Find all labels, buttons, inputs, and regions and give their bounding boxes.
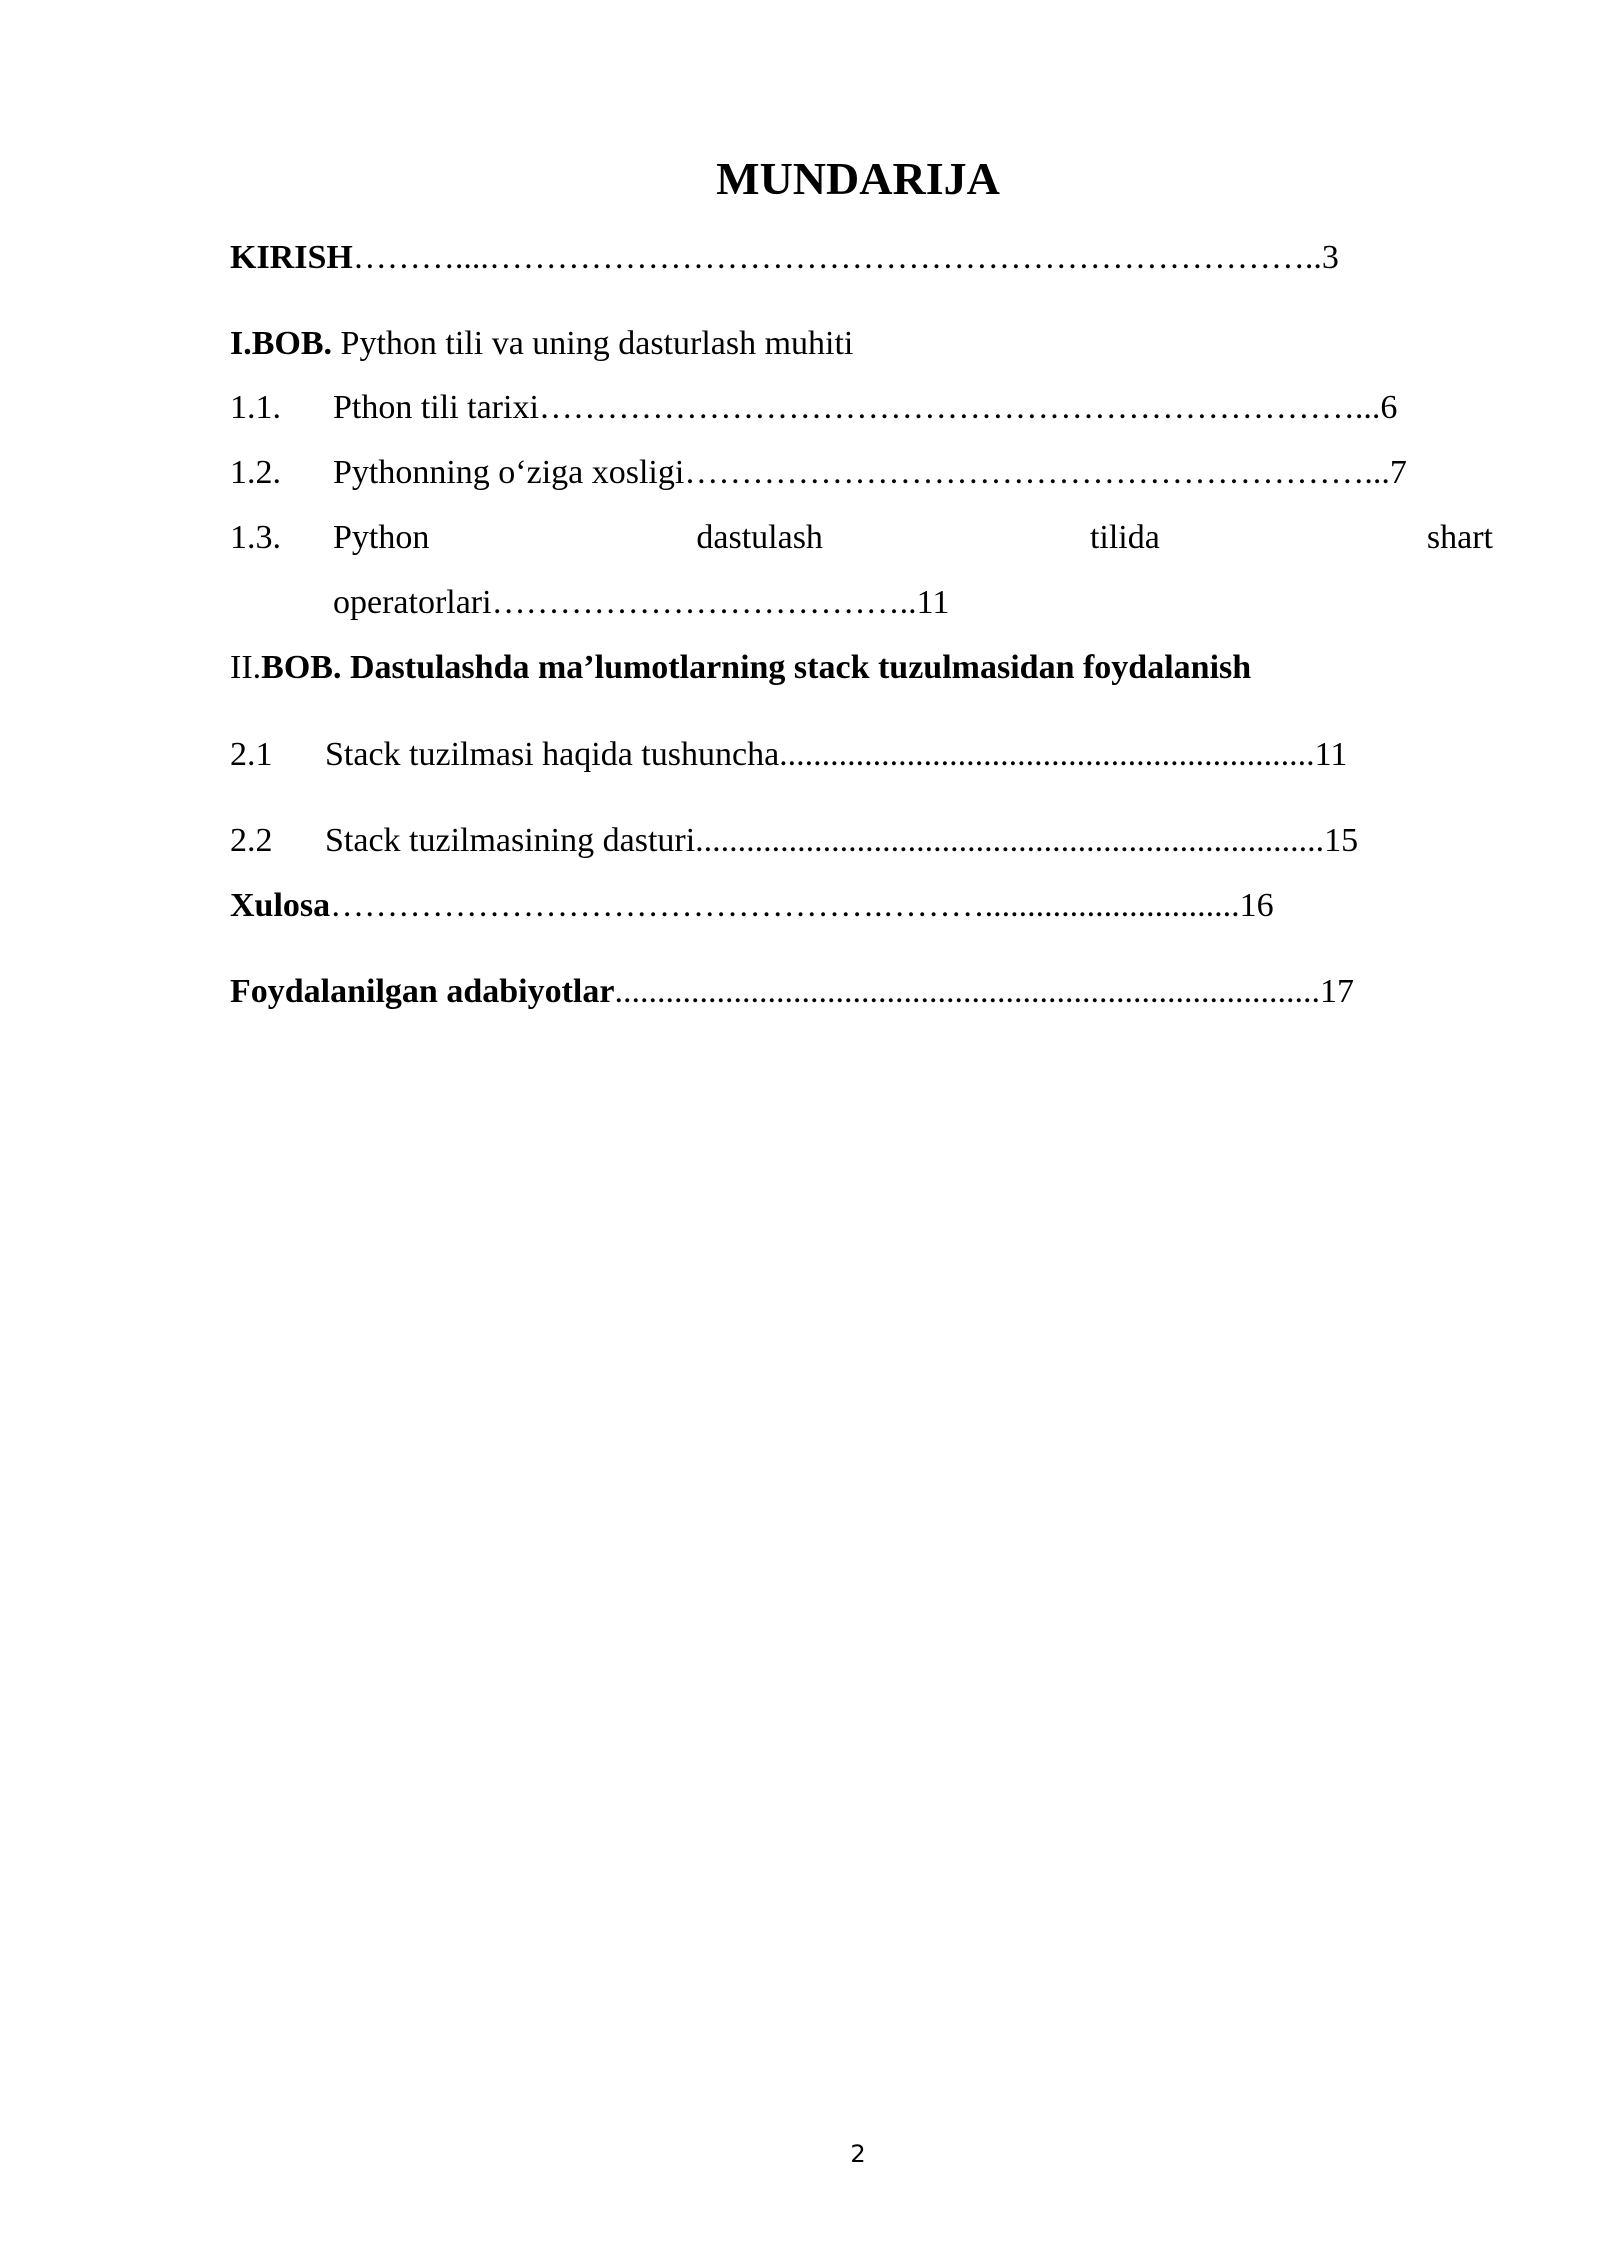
- toc-page-number: 3: [1321, 239, 1339, 276]
- toc-leader: ………....………………………………………………………………..: [352, 239, 1322, 276]
- section-title-word: dastulash: [696, 519, 823, 556]
- section-title-continuation: operatorlari: [333, 584, 492, 621]
- section-title: Pythonning o‘ziga xosligi: [333, 454, 685, 491]
- toc-leader: ..........................................................................: [695, 822, 1325, 859]
- section-title: Pthon tili tarixi: [333, 389, 539, 426]
- chapter-prefix: BOB.: [261, 649, 342, 686]
- toc-chapter-1[interactable]: [230, 322, 1493, 366]
- section-title-justified: [333, 516, 1493, 560]
- chapter-title: Dastulashda ma’lumotlarning stack tuzulmasidan foydalanish: [341, 649, 1252, 686]
- toc-page-number: 7: [1389, 454, 1407, 491]
- toc-leader: ………………………………..: [491, 584, 917, 621]
- chapter-prefix: I.BOB.: [230, 325, 333, 362]
- toc-page-number: 15: [1324, 822, 1359, 859]
- section-number: 1.3.: [230, 519, 281, 556]
- section-title-word: tilida: [1089, 519, 1160, 556]
- toc-entry-adabiyotlar[interactable]: [230, 970, 1493, 1014]
- section-title: Stack tuzilmasi haqida tushuncha: [325, 736, 780, 773]
- section-title: Stack tuzilmasining dasturi: [325, 822, 696, 859]
- toc-entry-xulosa[interactable]: [230, 884, 1493, 928]
- toc-entry-1-3-continuation[interactable]: [230, 581, 1493, 625]
- toc-leader: ...................................................................................: [614, 973, 1320, 1010]
- toc-entry-1-2[interactable]: [230, 451, 1493, 495]
- toc-label: Foydalanilgan adabiyotlar: [230, 973, 615, 1010]
- toc-page-number: 11: [916, 584, 950, 621]
- page-title: MUNDARIJA: [716, 153, 1000, 204]
- toc-entry-1-3[interactable]: [230, 516, 1493, 560]
- toc-leader: ………………………………………………………………...: [538, 389, 1381, 426]
- toc-leader: ……………………………………………………...: [684, 454, 1390, 491]
- section-number: 2.2: [230, 822, 273, 859]
- section-title-word: shart: [1426, 519, 1493, 556]
- chapter-prefix-plain: II.: [230, 649, 262, 686]
- toc-entry-kirish[interactable]: [230, 236, 1493, 280]
- chapter-title: Python tili va uning dasturlash muhiti: [332, 325, 854, 362]
- page-number: 2: [850, 2140, 866, 2168]
- section-number: 1.2.: [230, 454, 281, 491]
- toc-page-number: 11: [1314, 736, 1348, 773]
- section-title-word: Python: [333, 519, 430, 556]
- toc-page-number: 17: [1319, 973, 1354, 1010]
- toc-chapter-2[interactable]: [230, 646, 1493, 690]
- section-number: 1.1.: [230, 389, 281, 426]
- toc-entry-2-2[interactable]: [230, 819, 1493, 863]
- toc-label: KIRISH: [230, 239, 353, 276]
- toc-entry-1-1[interactable]: [230, 386, 1493, 430]
- section-number: 2.1: [230, 736, 273, 773]
- toc-label: Xulosa: [230, 887, 331, 924]
- toc-page-number: 16: [1239, 887, 1274, 924]
- toc-page-number: 6: [1380, 389, 1398, 426]
- toc-entry-2-1[interactable]: [230, 733, 1493, 777]
- toc-leader: ………………………………………….………..............................: [330, 887, 1240, 924]
- toc-leader: ...............................................................: [779, 736, 1315, 773]
